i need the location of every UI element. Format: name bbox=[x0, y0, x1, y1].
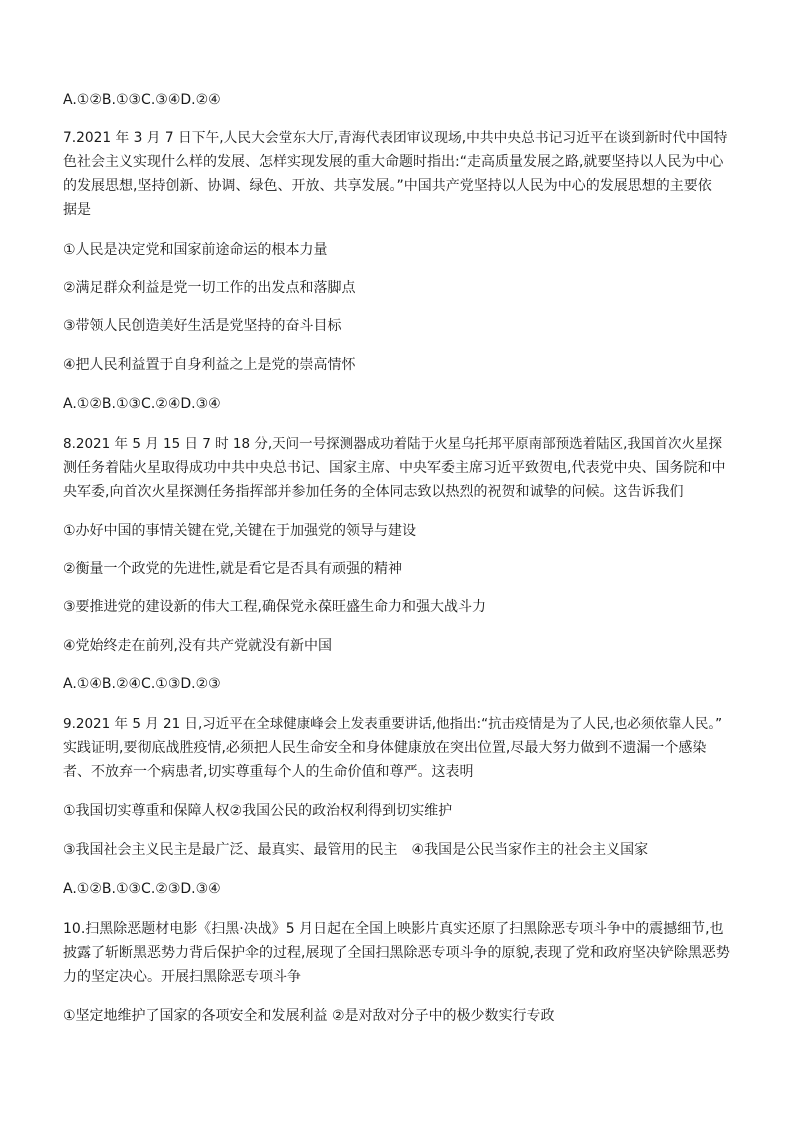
question-10-option-1-2: ①坚定地维护了国家的各项安全和发展利益 ②是对敌对分子中的极少数实行专政 bbox=[63, 1008, 555, 1024]
question-9-option-3-4: ③我国社会主义民主是最广泛、最真实、最管用的民主 ④我国是公民当家作主的社会主义国家 bbox=[63, 842, 649, 858]
question-9-option-1-2: ①我国切实尊重和保障人权②我国公民的政治权利得到切实维护 bbox=[63, 803, 453, 819]
question-10-stem-line-3: 力的坚定决心。开展扫黑除恶专项斗争 bbox=[63, 969, 301, 985]
question-7-option-2: ②满足群众利益是党一切工作的出发点和落脚点 bbox=[63, 280, 356, 296]
question-8-option-4: ④党始终走在前列,没有共产党就没有新中国 bbox=[63, 638, 332, 654]
question-9-stem-line-1: 9.2021 年 5 月 21 日,习近平在全球健康峰会上发表重要讲话,他指出:“抗击疫情是为了人民,也必须依靠人民。” bbox=[63, 716, 723, 732]
answer-choices-q8: A.①④B.②④C.①③D.②③ bbox=[63, 676, 221, 692]
question-8-stem-line-2: 测任务着陆火星取得成功中共中央总书记、国家主席、中央军委主席习近平致贺电,代表党中央、国务院和中 bbox=[63, 460, 726, 476]
question-8-option-2: ②衡量一个政党的先进性,就是看它是否具有顽强的精神 bbox=[63, 561, 402, 577]
question-9-stem-line-3: 者、不放弃一个病患者,切实尊重每个人的生命价值和尊严。这表明 bbox=[63, 764, 474, 780]
question-7-stem-line-2: 色社会主义实现什么样的发展、怎样实现发展的重大命题时指出:“走高质量发展之路,就要坚持以人民为中心 bbox=[63, 154, 724, 170]
answer-choices-q9: A.①②B.①③C.②③D.③④ bbox=[63, 881, 221, 897]
question-9-stem-line-2: 实践证明,要彻底战胜疫情,必须把人民生命安全和身体健康放在突出位置,尽最大努力做到不遗漏一个感染 bbox=[63, 740, 707, 756]
question-7-stem-line-4: 据是 bbox=[63, 202, 91, 218]
question-10-stem-line-2: 披露了斩断黑恶势力背后保护伞的过程,展现了全国扫黑除恶专项斗争的原貌,表现了党和政府坚决铲除黑恶势 bbox=[63, 945, 730, 961]
question-7-option-4: ④把人民利益置于自身利益之上是党的崇高情怀 bbox=[63, 357, 356, 373]
answer-choices-q7: A.①②B.①③C.②④D.③④ bbox=[63, 396, 221, 412]
question-8-option-3: ③要推进党的建设新的伟大工程,确保党永葆旺盛生命力和强大战斗力 bbox=[63, 599, 486, 615]
question-8-stem-line-3: 央军委,向首次火星探测任务指挥部并参加任务的全体同志致以热烈的祝贺和诚挚的问候。这告诉我们 bbox=[63, 484, 684, 500]
answer-choices-q6: A.①②B.①③C.③④D.②④ bbox=[63, 92, 221, 108]
question-8-option-1: ①办好中国的事情关键在党,关键在于加强党的领导与建设 bbox=[63, 523, 416, 539]
question-7-option-3: ③带领人民创造美好生活是党坚持的奋斗目标 bbox=[63, 318, 342, 334]
question-7-stem-line-1: 7.2021 年 3 月 7 日下午,人民大会堂东大厅,青海代表团审议现场,中共中央总书记习近平在谈到新时代中国特 bbox=[63, 130, 728, 146]
question-10-stem-line-1: 10.扫黑除恶题材电影《扫黑·决战》5 月日起在全国上映影片真实还原了扫黑除恶专项斗争中的震撼细节,也 bbox=[63, 921, 724, 937]
question-7-stem-line-3: 的发展思想,坚持创新、协调、绿色、开放、共享发展。”中国共产党坚持以人民为中心的发展思想的主要依 bbox=[63, 178, 712, 194]
question-7-option-1: ①人民是决定党和国家前途命运的根本力量 bbox=[63, 242, 328, 258]
question-8-stem-line-1: 8.2021 年 5 月 15 日 7 时 18 分,天问一号探测器成功着陆于火星乌托邦平原南部预选着陆区,我国首次火星探 bbox=[63, 436, 722, 452]
